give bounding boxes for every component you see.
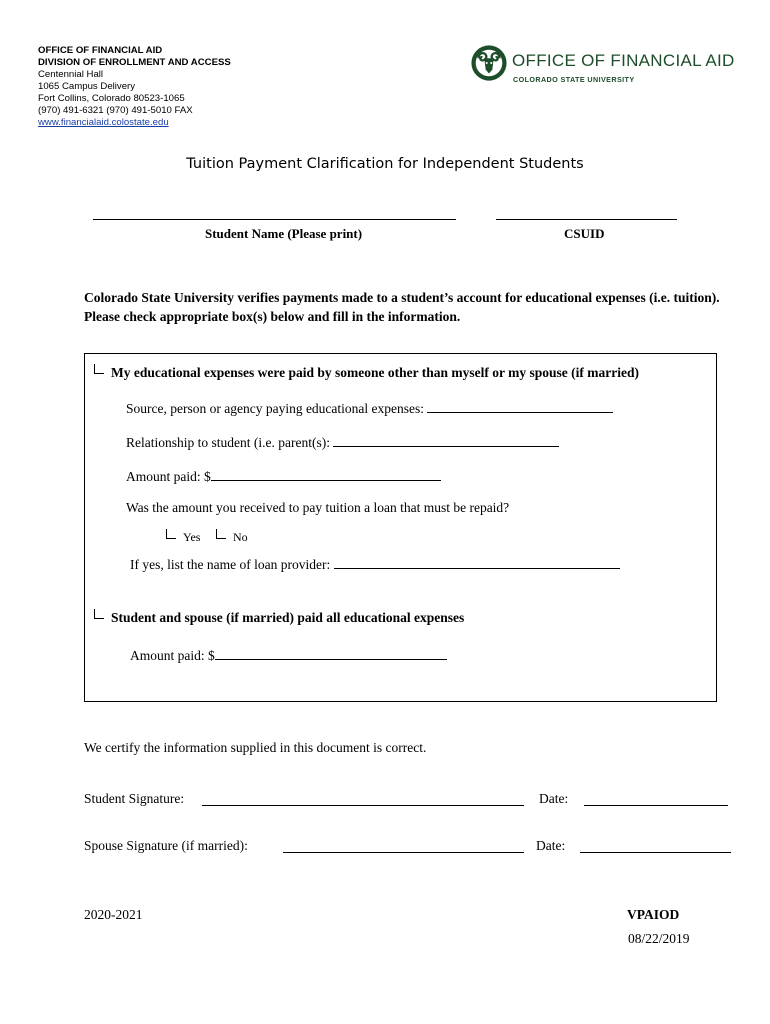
amount1-label: Amount paid: $ (126, 469, 211, 484)
form-title: Tuition Payment Clarification for Independent Students (186, 156, 584, 172)
student-date-label: Date: (539, 791, 569, 806)
csuid-label: CSUID (564, 226, 605, 241)
form-code: VPAIOD (627, 907, 680, 922)
spouse-signature-label: Spouse Signature (if married): (84, 838, 248, 853)
form-year: 2020-2021 (84, 907, 143, 922)
ram-seal-icon (470, 44, 508, 82)
option1-checkbox[interactable] (94, 364, 104, 374)
relationship-row (126, 432, 559, 451)
amount1-field[interactable] (211, 466, 441, 481)
loan-question: Was the amount you received to pay tuition a loan that must be repaid? (126, 500, 510, 515)
yes-label: Yes (183, 530, 201, 544)
student-date-field[interactable] (584, 805, 728, 806)
office-name: OFFICE OF FINANCIAL AID (38, 45, 163, 56)
student-name-label: Student Name (Please print) (205, 226, 363, 241)
phone-fax: (970) 491-6321 (970) 491-5010 FAX (38, 105, 193, 116)
revision-date: 08/22/2019 (628, 931, 690, 946)
provider-field[interactable] (334, 554, 620, 569)
student-signature-field[interactable] (202, 805, 524, 806)
option2-label: Student and spouse (if married) paid all educational expenses (111, 610, 465, 625)
logo-title: OFFICE OF FINANCIAL AID (512, 51, 735, 70)
delivery-address: 1065 Campus Delivery (38, 81, 136, 92)
relationship-label: Relationship to student (i.e. parent(s): (126, 435, 330, 450)
spouse-signature-field[interactable] (283, 852, 524, 853)
no-label: No (233, 530, 248, 544)
provider-label: If yes, list the name of loan provider: (130, 557, 331, 572)
csuid-field[interactable] (496, 219, 677, 220)
city-address: Fort Collins, Colorado 80523-1065 (38, 93, 185, 104)
source-field[interactable] (427, 398, 613, 413)
source-label: Source, person or agency paying educational expenses: (126, 401, 425, 416)
option2-checkbox[interactable] (94, 609, 104, 619)
division-name: DIVISION OF ENROLLMENT AND ACCESS (38, 57, 231, 68)
relationship-field[interactable] (333, 432, 559, 447)
no-checkbox[interactable] (216, 529, 226, 539)
intro-text: Colorado State University verifies payments made to a student’s account for educational expenses (i.e. tuition). Please check appropriate box(s) below and fill in the information. (84, 290, 720, 324)
spouse-date-label: Date: (536, 838, 566, 853)
website-link[interactable]: www.financialaid.colostate.edu (38, 117, 169, 128)
yes-checkbox[interactable] (166, 529, 176, 539)
logo-subtitle: COLORADO STATE UNIVERSITY (513, 75, 635, 84)
source-row (126, 398, 613, 417)
amount2-label: Amount paid: $ (130, 648, 215, 663)
building-name: Centennial Hall (38, 69, 104, 80)
student-name-field[interactable] (93, 219, 456, 220)
certify-text: We certify the information supplied in this document is correct. (84, 740, 427, 755)
amount2-row (130, 645, 447, 664)
provider-row (130, 554, 620, 573)
spouse-date-field[interactable] (580, 852, 731, 853)
csu-logo (470, 44, 740, 88)
amount2-field[interactable] (215, 645, 447, 660)
office-header (38, 45, 231, 129)
option1-label: My educational expenses were paid by someone other than myself or my spouse (if married) (111, 365, 639, 380)
amount1-row (126, 466, 441, 485)
student-signature-label: Student Signature: (84, 791, 185, 806)
